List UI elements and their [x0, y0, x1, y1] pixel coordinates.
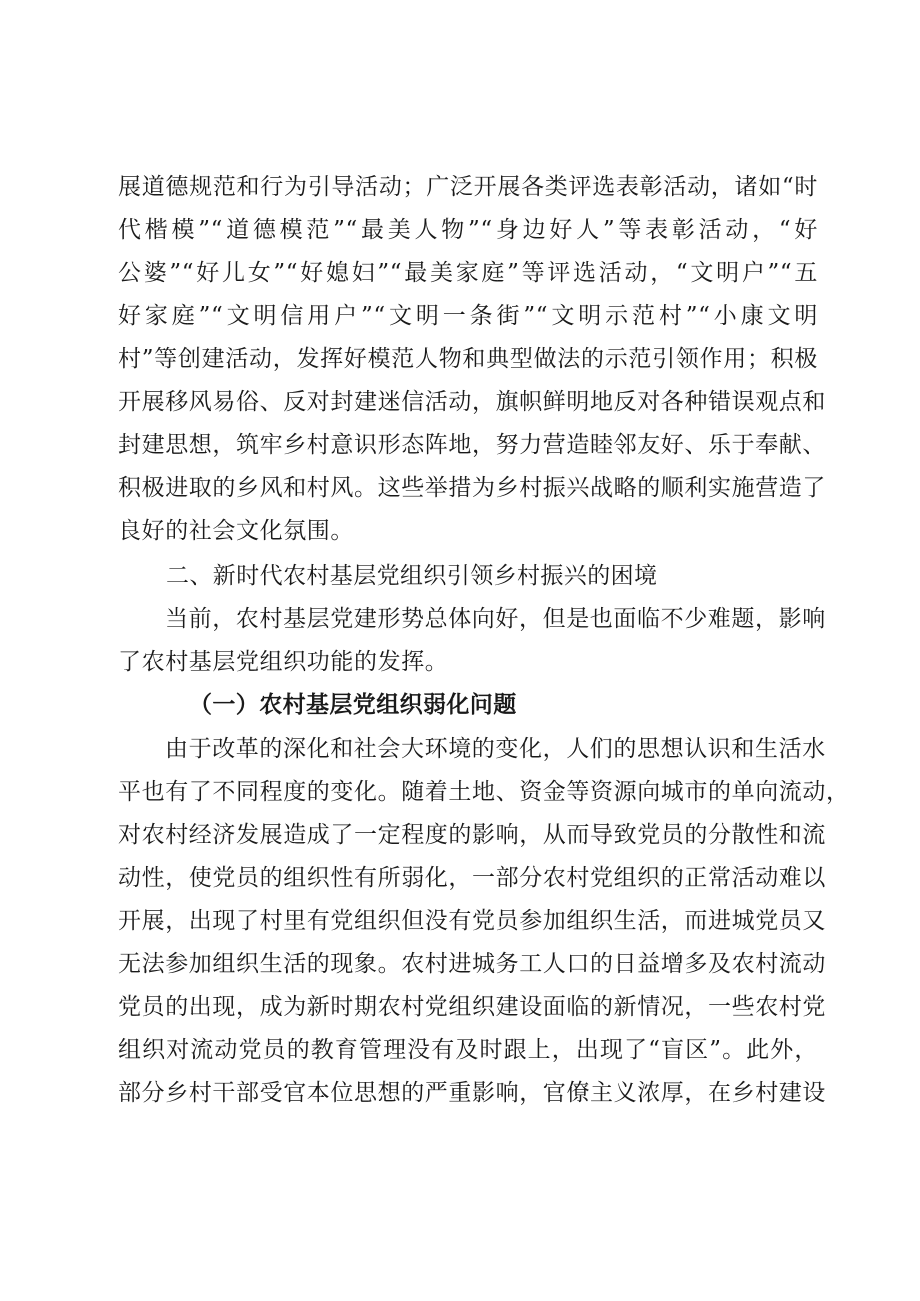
paragraph-line: 开展移风易俗、反对封建迷信活动，旗帜鲜明地反对各种错误观点和	[118, 389, 826, 415]
paragraph-line: 平也有了不同程度的变化。随着土地、资金等资源向城市的单向流动，	[118, 779, 850, 805]
paragraph-line: 无法参加组织生活的现象。农村进城务工人口的日益增多及农村流动	[118, 951, 826, 977]
paragraph-line: 封建思想，筑牢乡村意识形态阵地，努力营造睦邻友好、乐于奉献、	[118, 432, 826, 458]
paragraph-line: 公婆”“好儿女”“好媳妇”“最美家庭”等评选活动，“文明户”“五	[118, 260, 818, 286]
paragraph-line: 开展，出现了村里有党组织但没有党员参加组织生活，而进城党员又	[118, 908, 826, 934]
paragraph-line: 党员的出现，成为新时期农村党组织建设面临的新情况，一些农村党	[118, 994, 826, 1020]
paragraph-line: 由于改革的深化和社会大环境的变化，人们的思想认识和生活水	[165, 736, 826, 762]
paragraph-line: 良好的社会文化氛围。	[118, 518, 354, 544]
paragraph-line: 代楷模”“道德模范”“最美人物”“身边好人”等表彰活动，“好	[118, 217, 818, 243]
paragraph-line: 村”等创建活动，发挥好模范人物和典型做法的示范引领作用；积极	[118, 346, 818, 372]
paragraph-line: 了农村基层党组织功能的发挥。	[118, 649, 449, 675]
paragraph-line: 好家庭”“文明信用户”“文明一条街”“文明示范村”“小康文明	[118, 303, 818, 329]
paragraph-line: 对农村经济发展造成了一定程度的影响，从而导致党员的分散性和流	[118, 822, 826, 848]
paragraph-line: 部分乡村干部受官本位思想的严重影响，官僚主义浓厚，在乡村建设	[118, 1080, 826, 1106]
paragraph-line: 当前，农村基层党建形势总体向好，但是也面临不少难题，影响	[165, 606, 826, 632]
paragraph-line: 组织对流动党员的教育管理没有及时跟上，出现了“盲区”。此外，	[118, 1037, 818, 1063]
paragraph-line: 展道德规范和行为引导活动；广泛开展各类评选表彰活动，诸如“时	[118, 174, 818, 200]
subsection-heading: （一）农村基层党组织弱化问题	[189, 692, 517, 718]
section-heading: 二、新时代农村基层党组织引领乡村振兴的困境	[166, 563, 658, 589]
paragraph-line: 动性，使党员的组织性有所弱化，一部分农村党组织的正常活动难以	[118, 865, 826, 891]
paragraph-line: 积极进取的乡风和村风。这些举措为乡村振兴战略的顺利实施营造了	[118, 475, 826, 501]
